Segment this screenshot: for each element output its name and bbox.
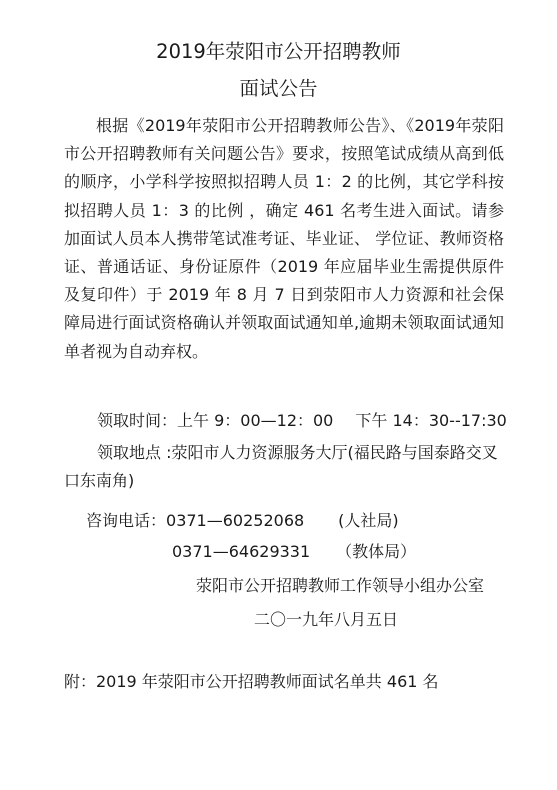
contact-phone-1: 0371—60252068: [166, 511, 305, 530]
contact-label: 咨询电话：: [86, 511, 167, 530]
attachment-note: 附：2019 年荥阳市公开招聘教师面试名单共 461 名: [64, 672, 439, 691]
pickup-time-morning: 上午 9：00—12：00: [177, 411, 334, 430]
contact-org-1: (人社局): [338, 511, 399, 530]
signature-date: 二〇一九年八月五日: [254, 610, 399, 629]
pickup-time: [97, 407, 507, 435]
pickup-time-afternoon: 下午 14：30--17:30: [355, 411, 507, 430]
document-title: 2019年荥阳市公开招聘教师: [156, 40, 401, 63]
contact-line-2: [172, 538, 416, 566]
body-paragraph: 根据《2019年荥阳市公开招聘教师公告》、《2019年荥阳市公开招聘教师有关问题公告》要求，按照笔试成绩从高到低的顺序，小学科学按照拟招聘人员 1：2 的比例，其它学科按拟招聘人员 1：3 的比例 ，确定 461 名考生进入面试。请参加面试人员本人携带笔试准考证、毕业证、 学位证、教师资格证、普通话证、身份证原件（2019 年应届毕业生需提供原件及复印件）于 2019 年 8 月 7 日到荥阳市人力资源和社会保障局进行面试资格确认并领取面试通知单,逾期未领取面试通知单者视为自动弃权。: [64, 116, 504, 361]
document-subtitle: 面试公告: [239, 77, 318, 100]
pickup-time-label: 领取时间：: [97, 411, 178, 430]
pickup-location: 领取地点 :荥阳市人力资源服务大厅(福民路与国泰路交叉口东南角): [64, 443, 498, 490]
contact-phone-2: 0371—64629331: [172, 542, 311, 561]
signature-organization: 荥阳市公开招聘教师工作领导小组办公室: [196, 576, 485, 595]
contact-line-1: [86, 507, 399, 535]
contact-org-2: （教体局）: [336, 542, 417, 561]
